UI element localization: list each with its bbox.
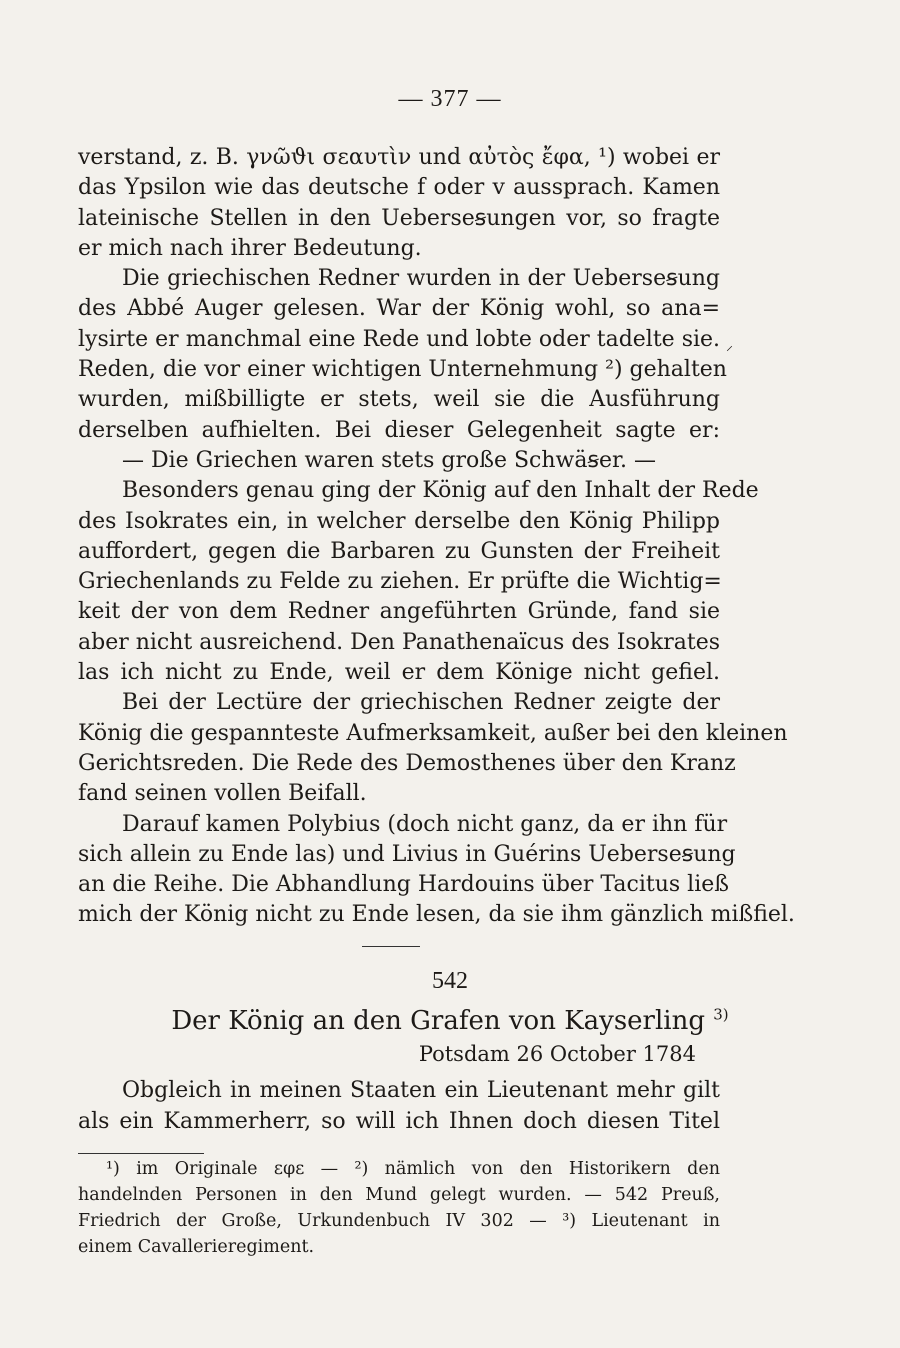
text-line: des Abbé Auger gelesen. War der König wohl, so ana= xyxy=(78,296,720,322)
text-line: aber nicht ausreichend. Den Panathenaïcus des Isokrates xyxy=(78,629,721,655)
text-line: derselben aufhielten. Bei dieser Gelegenheit sagte er: xyxy=(78,417,720,443)
place-date: Potsdam 26 October 1784 xyxy=(418,1042,696,1066)
text-line: wurden, mißbilligte er stets, weil sie die Ausführung xyxy=(78,387,720,413)
margin-mark: ⸝ xyxy=(726,338,733,354)
text-line: Griechenlands zu Felde zu ziehen. Er prüfte die Wichtig= xyxy=(78,569,722,595)
body-text xyxy=(78,143,795,931)
text-line: des Isokrates ein, in welcher derselbe den König Philipp xyxy=(78,508,720,534)
text-line: Darauf kamen Polybius (doch nicht ganz, da er ihn für xyxy=(122,811,728,837)
text-line: Gerichtsreden. Die Rede des Demosthenes über den Kranz xyxy=(78,750,736,776)
text-line: lateinische Stellen in den Ueberseꞩungen vor, so fragte xyxy=(78,205,720,231)
text-line: an die Reihe. Die Abhandlung Hardouins über Tacitus ließ xyxy=(78,872,729,898)
footnote-line: einem Cavallerieregiment. xyxy=(78,1237,315,1257)
text-line: — Die Griechen waren stets große Schwäꞩer. — xyxy=(122,447,657,473)
text-line: verstand, z. B. γνῶϑι σεαυτὶν und αὐτὸς ἔφα, ¹) wobei er xyxy=(78,145,720,170)
text-line: er mich nach ihrer Bedeutung. xyxy=(78,235,422,261)
footnote-line: Friedrich der Große, Urkundenbuch IV 302 — ³) Lieutenant in xyxy=(78,1211,720,1231)
footnote-line: ¹) im Originale εφε — ²) nämlich von den Historikern den xyxy=(106,1159,720,1179)
text-line: Reden, die vor einer wichtigen Unternehmung ²) gehalten xyxy=(78,357,727,383)
text-line: König die gespannteste Aufmerksamkeit, außer bei den kleinen xyxy=(78,720,788,746)
letter-heading-text: Der König an den Grafen von Kayserling xyxy=(171,1006,705,1036)
footnote-line: handelnden Personen in den Mund gelegt wurden. — 542 Preuß, xyxy=(78,1185,720,1205)
letter-heading xyxy=(0,1006,900,1036)
footnotes xyxy=(78,1156,720,1260)
text-line: lysirte er manchmal eine Rede und lobte oder tadelte sie. xyxy=(78,326,721,352)
footnote-rule xyxy=(78,1153,204,1154)
text-line: Bei der Lectüre der griechischen Redner zeigte der xyxy=(122,690,720,716)
page-number: — 377 — xyxy=(398,86,502,112)
section-separator xyxy=(362,946,420,947)
text-line: Besonders genau ging der König auf den Inhalt der Rede xyxy=(122,478,759,504)
letter-line: Obgleich in meinen Staaten ein Lieutenant mehr gilt xyxy=(122,1078,720,1103)
text-line: das Ypsilon wie das deutsche f oder v aussprach. Kamen xyxy=(78,175,720,201)
letter-line: als ein Kammerherr, so will ich Ihnen doch diesen Titel xyxy=(78,1109,720,1134)
text-line: keit der von dem Redner angeführten Gründe, fand sie xyxy=(78,599,720,625)
text-line: Die griechischen Redner wurden in der Ueberseꞩung xyxy=(122,266,720,292)
text-line: mich der König nicht zu Ende lesen, da sie ihm gänzlich mißfiel. xyxy=(78,902,795,928)
text-line: las ich nicht zu Ende, weil er dem Könige nicht gefiel. xyxy=(78,660,720,686)
text-line: auffordert, gegen die Barbaren zu Gunsten der Freiheit xyxy=(78,538,720,564)
text-line: sich allein zu Ende las) und Livius in Guérins Ueberseꞩung xyxy=(78,841,736,867)
heading-footnote-ref: 3) xyxy=(713,1005,729,1024)
letter-text xyxy=(78,1075,720,1137)
text-line: fand seinen vollen Beifall. xyxy=(78,781,367,807)
document-number: 542 xyxy=(432,968,468,994)
